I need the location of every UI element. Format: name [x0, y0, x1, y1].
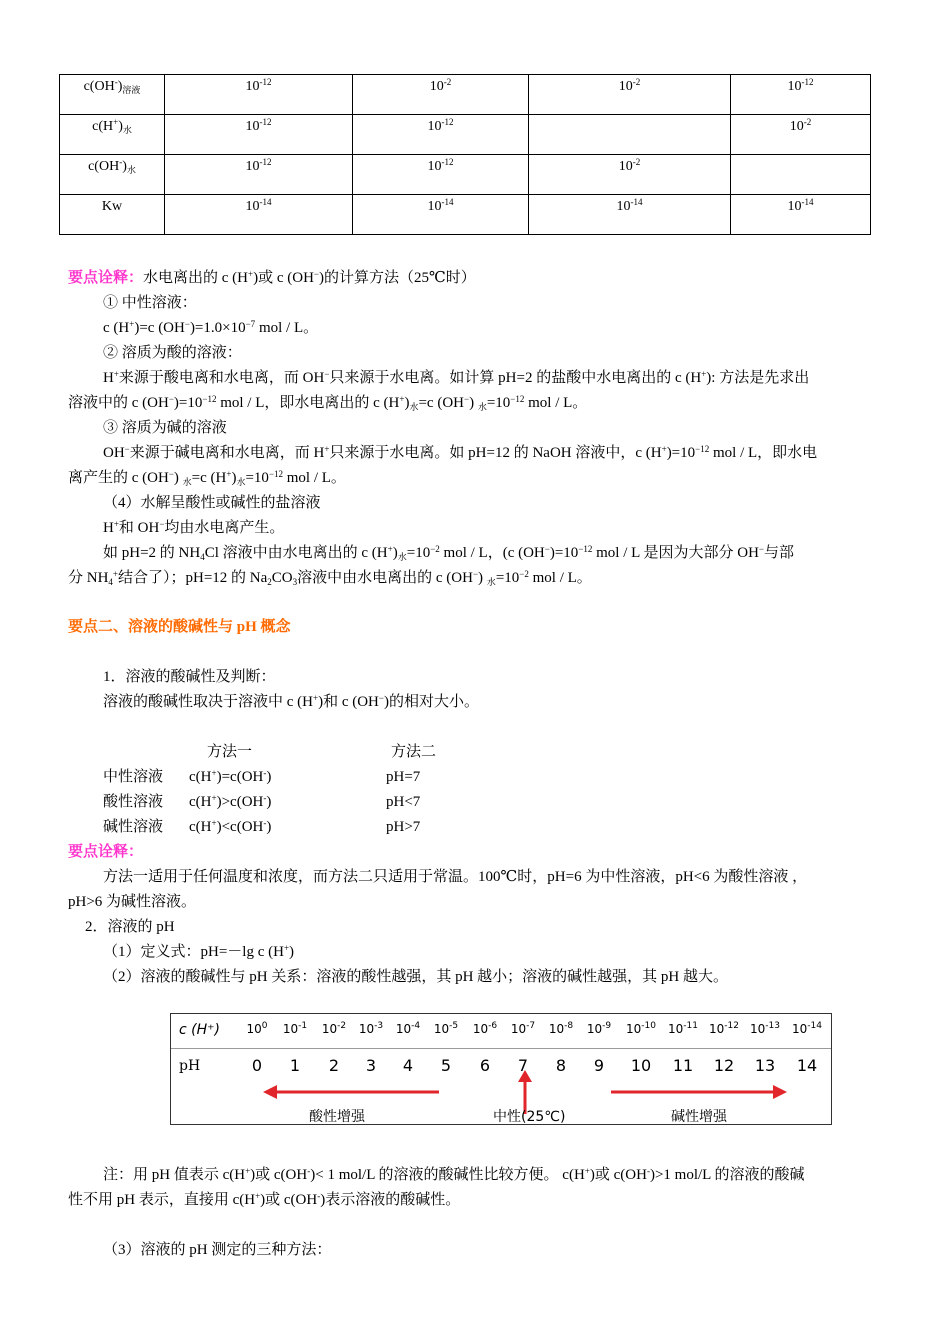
row-label: $c(OH^-)_水$ [60, 155, 165, 195]
method2-condition: pH>7 [386, 819, 421, 835]
ph-value: 1 [289, 1056, 301, 1075]
table-row [60, 75, 871, 115]
ch-value: $10^{-7}$ [510, 1021, 536, 1036]
table-cell: $10^{-12}$ [165, 115, 353, 155]
ph-value: 2 [328, 1056, 340, 1075]
ch-value: $10^{-10}$ [626, 1021, 656, 1036]
table-cell: $10^{-14}$ [529, 195, 731, 235]
ph-value: 4 [402, 1056, 414, 1075]
case-neutral: ① 中性溶液： [103, 295, 197, 311]
table-cell: $10^{-12}$ [353, 115, 529, 155]
method1-condition: c(H+)=c(OH-) [189, 768, 272, 785]
ch-value: $10^{-6}$ [472, 1021, 498, 1036]
s2-item2: 2．溶液的 pH [85, 919, 175, 935]
acid-arrow [263, 1085, 439, 1099]
table-cell: $10^{-2}$ [529, 75, 731, 115]
ch-value: $10^{-2}$ [321, 1021, 347, 1036]
ph-value: 0 [251, 1056, 263, 1075]
table-cell: $10^{-2}$ [529, 155, 731, 195]
ph-scale-figure [170, 1013, 832, 1125]
ch-value: $10^{-12}$ [709, 1021, 739, 1036]
method-row [103, 792, 421, 812]
note2-label: 要点诠释： [68, 844, 144, 860]
table-cell: $10^{-12}$ [731, 75, 871, 115]
ph-row-label: pH [179, 1058, 201, 1074]
neutral-label: 中性(25℃) [493, 1109, 566, 1125]
row-label: $c(OH^-)_{溶液}$ [60, 75, 165, 115]
case-acid: ② 溶质为酸的溶液： [103, 345, 242, 361]
salt-paragraph-3: 分 $NH_4^+$结合了）；pH=12 的 $Na_2CO_3$溶液中由水电离出的 c (OH−) $_水=10^{-2}$ mol / L。 [68, 569, 592, 587]
ch-value: $10^{-5}$ [433, 1021, 459, 1036]
note2-paragraph-2: pH>6 为碱性溶液。 [68, 894, 197, 910]
method2-condition: pH=7 [386, 769, 421, 785]
method2-header: 方法二 [391, 744, 437, 760]
method-row [103, 767, 421, 787]
base-paragraph-1: OH−来源于碱电离和水电离，而 H+只来源于水电离。如 pH=12 的 NaOH 溶液中，c $(H^+)=10^{-12}$ mol / L，即水电 [103, 444, 818, 461]
salt-paragraph-2: 如 pH=2 的 $NH_4Cl$ 溶液中由水电离出的 c $(H^+)_水=10^{-2}$ mol / L，(c $(OH^-)=10^{-12}$ mol / L 是因为大部分 OH−与部 [103, 544, 795, 562]
ch-value: $10^{-1}$ [282, 1021, 308, 1036]
note1-title: 要点诠释：水电离出的 c (H+)或 c (OH−)的计算方法（25℃时） [68, 269, 476, 286]
case-base: ③ 溶质为碱的溶液 [103, 420, 227, 436]
footnote-line-2: 性不用 pH 表示，直接用 c(H+)或 c(OH-)表示溶液的酸碱性。 [68, 1191, 461, 1208]
table-cell [731, 155, 871, 195]
ph-relation: （2）溶液的酸碱性与 pH 关系：溶液的酸性越强，其 pH 越小；溶液的碱性越强，其 pH 越大。 [103, 969, 729, 985]
table-cell: $10^{-14}$ [353, 195, 529, 235]
method2-condition: pH<7 [386, 794, 421, 810]
table-cell: $10^{-12}$ [165, 75, 353, 115]
ph-definition: （1）定义式：pH=－lg c (H+) [103, 943, 295, 960]
method1-header: 方法一 [207, 744, 253, 760]
solution-type: 酸性溶液 [103, 794, 164, 810]
acid-label: 酸性增强 [309, 1109, 365, 1125]
method1-condition: c(H+)>c(OH-) [189, 793, 272, 810]
footnote-line-1: 注：用 pH 值表示 c(H+)或 c(OH-)< 1 mol/L 的溶液的酸碱性比较方便。 c(H+)或 c(OH-)>1 mol/L 的溶液的酸碱 [103, 1166, 805, 1183]
solution-type: 中性溶液 [103, 769, 164, 785]
s2-item1: 1．溶液的酸碱性及判断： [103, 669, 276, 685]
base-arrow [611, 1085, 787, 1099]
table-cell [529, 115, 731, 155]
table-cell: $10^{-12}$ [165, 155, 353, 195]
table-row [60, 155, 871, 195]
table-cell: $10^{-2}$ [731, 115, 871, 155]
ph-value: 8 [555, 1056, 567, 1075]
neutral-equation: c (H+)=c $(OH^-)=1.0\times 10^{-7}$ mol / L。 [103, 319, 319, 336]
ch-value: $10^{-11}$ [668, 1021, 698, 1036]
ph-value: 3 [365, 1056, 377, 1075]
ph-value: 10 [630, 1056, 652, 1075]
ch-value: $10^{-9}$ [586, 1021, 612, 1036]
note2-paragraph-1: 方法一适用于任何温度和浓度，而方法二只适用于常温。100℃时，pH=6 为中性溶液，pH<6 为酸性溶液 ， [103, 869, 808, 885]
ch-value: $10^{-8}$ [548, 1021, 574, 1036]
table-row [60, 195, 871, 235]
case-salt: （4）水解呈酸性或碱性的盐溶液 [103, 495, 321, 511]
ph-measure-heading: （3）溶液的 pH 测定的三种方法： [103, 1242, 332, 1258]
method1-condition: c(H+)<c(OH-) [189, 818, 272, 835]
ch-row-label: c (H⁺) [179, 1022, 220, 1038]
solution-type: 碱性溶液 [103, 819, 164, 835]
acid-paragraph-2: 溶液中的 c $(OH^-)=10^{-12}$ mol / L，即水电离出的 c $(H^+)_水=c$ (OH−) $_水=10^{-12}$ mol / L。 [68, 394, 588, 412]
ph-value: 7 [517, 1056, 529, 1075]
method-row [103, 817, 421, 837]
ch-value: $10^{-13}$ [750, 1021, 780, 1036]
ph-value: 11 [672, 1056, 694, 1075]
base-label: 碱性增强 [671, 1109, 727, 1125]
acid-paragraph-1: H+来源于酸电离和水电离，而 OH−只来源于水电离。如计算 pH=2 的盐酸中水电离出的 c (H+): 方法是先求出 [103, 369, 810, 386]
ph-value: 12 [713, 1056, 735, 1075]
ch-value: $10^{-4}$ [395, 1021, 421, 1036]
salt-paragraph-1: H+和 OH−均由水电离产生。 [103, 519, 285, 536]
table-cell: $10^{-14}$ [731, 195, 871, 235]
s2-item1-desc: 溶液的酸碱性取决于溶液中 c (H+)和 c (OH−)的相对大小。 [103, 693, 479, 710]
ch-value: $10^0$ [246, 1021, 268, 1036]
section2-heading: 要点二、溶液的酸碱性与 pH 概念 [68, 619, 291, 635]
ph-value: 13 [754, 1056, 776, 1075]
row-label: $c(H^+)_水$ [60, 115, 165, 155]
ch-value: $10^{-14}$ [792, 1021, 822, 1036]
ph-value: 6 [479, 1056, 491, 1075]
table-cell: $10^{-12}$ [353, 155, 529, 195]
ph-value: 9 [593, 1056, 605, 1075]
row-label: Kw [60, 195, 165, 235]
ch-value: $10^{-3}$ [358, 1021, 384, 1036]
ph-value: 5 [440, 1056, 452, 1075]
ph-value: 14 [796, 1056, 818, 1075]
table-cell: $10^{-14}$ [165, 195, 353, 235]
table-cell: $10^{-2}$ [353, 75, 529, 115]
base-paragraph-2: 离产生的 c (OH−) $_水$=c $(H^+)_水=10^{-12}$ mol / L。 [68, 469, 346, 487]
kw-table [59, 74, 871, 235]
table-row [60, 115, 871, 155]
